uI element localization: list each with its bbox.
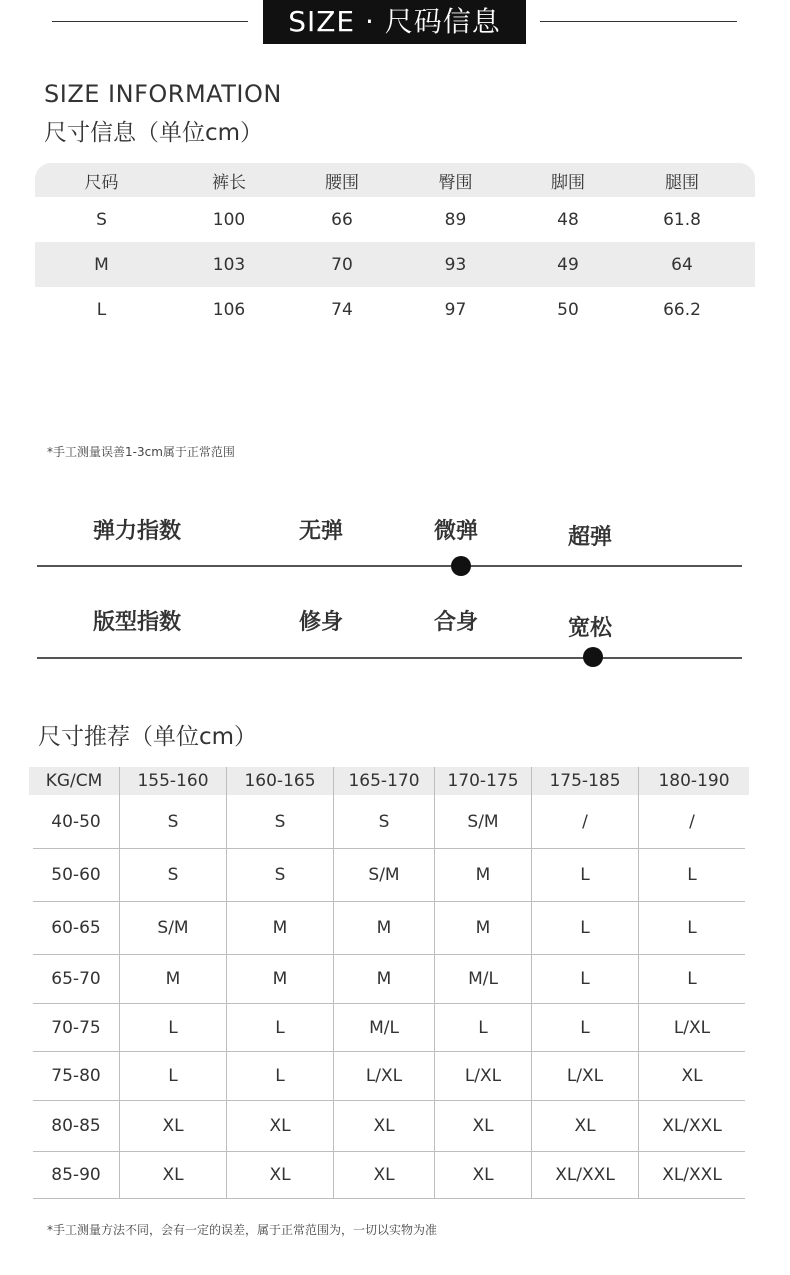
table-cell: 100 [212,209,246,230]
table-cell: S [96,209,107,230]
table-cell: 70 [331,254,353,275]
row-header-cell: 70-75 [33,1004,120,1051]
table-cell: S/M [334,849,435,901]
table-cell: XL [435,1152,532,1198]
table-cell: S [120,849,227,901]
table-cell: 48 [557,209,579,230]
table-cell: XL [334,1152,435,1198]
table-row [33,1101,745,1152]
elastic-index-marker [451,556,471,576]
column-header: 脚围 [551,172,585,193]
table-cell: M [334,955,435,1003]
fit-option-regular: 合身 [434,610,479,635]
table-cell: S [227,795,334,848]
table-cell: M/L [435,955,532,1003]
column-header: 170-175 [435,767,532,795]
table-cell: 103 [212,254,246,275]
table-cell: 66.2 [663,299,701,320]
fit-option-loose: 宽松 [568,616,613,641]
column-header: 165-170 [334,767,435,795]
table-cell: XL/XXL [662,1116,722,1136]
elastic-option-super: 超弹 [568,525,613,550]
table-cell: 61.8 [663,209,701,230]
size-info-table [35,163,755,332]
table-cell: 93 [444,254,467,275]
table-cell: S/M [435,795,532,848]
recommendation-title: 尺寸推荐（单位cm） [38,724,258,750]
column-header: 175-185 [532,767,639,795]
table-cell: XL [532,1101,639,1151]
header-left-rule [52,21,248,22]
table-row [33,1004,745,1052]
table-cell: XL/XXL [662,1165,722,1185]
table-cell: 50 [557,299,579,320]
size-info-title-cn: 尺寸信息（单位cm） [44,120,264,146]
table-row [33,795,745,849]
recommendation-table [29,767,749,1199]
table-cell: L/XL [673,1017,711,1038]
table-cell: M [227,955,334,1003]
table-cell: L [120,1004,227,1051]
table-cell: XL/XXL [532,1152,639,1198]
elastic-index-line [37,565,742,567]
size-info-title-en: SIZE INFORMATION [44,80,282,108]
table-cell: M [435,902,532,954]
table-row [35,242,755,287]
column-header: 臀围 [438,172,473,193]
column-header: 180-190 [658,771,730,791]
table-cell: L [435,1004,532,1051]
table-cell: XL [435,1101,532,1151]
column-header: KG/CM [29,767,120,795]
table-cell: M [435,849,532,901]
table-cell: L [532,955,639,1003]
table-cell: M/L [334,1004,435,1051]
row-header-cell: 85-90 [33,1152,120,1198]
row-header-cell: 80-85 [33,1101,120,1151]
column-header: 155-160 [120,767,227,795]
table-cell: S [227,849,334,901]
row-header-cell: 60-65 [33,902,120,954]
table-cell: S [334,795,435,848]
fit-index-line [37,657,742,659]
table-cell: M [120,955,227,1003]
table-row [33,902,745,955]
table-cell: 74 [331,299,353,320]
table-cell: L [96,299,107,320]
table-cell: L/XL [334,1052,435,1100]
row-header-cell: 75-80 [33,1052,120,1100]
elastic-index-label: 弹力指数 [93,519,182,544]
column-header: 腰围 [325,172,359,193]
table-cell: S [120,795,227,848]
table-header-row [35,163,755,197]
table-cell: 66 [331,209,353,230]
table-cell: 89 [444,209,467,230]
measurement-note: *手工测量误善1-3cm属于正常范围 [47,445,235,459]
section-banner: SIZE · 尺码信息 [263,0,526,44]
table-cell: L [120,1052,227,1100]
table-row [35,287,755,332]
column-header: 160-165 [227,767,334,795]
table-cell: M [227,902,334,954]
fit-index-label: 版型指数 [93,610,182,635]
table-cell: L/XL [532,1052,639,1100]
row-header-cell: 65-70 [33,955,120,1003]
table-cell: L [532,1004,639,1051]
table-cell: / [689,811,695,832]
table-header-row [29,767,749,795]
table-cell: L [227,1004,334,1051]
table-cell: XL [227,1101,334,1151]
table-cell: L [227,1052,334,1100]
table-cell: L [532,902,639,954]
table-cell: XL [334,1101,435,1151]
table-cell: M [334,902,435,954]
table-row [33,1052,745,1101]
row-header-cell: 50-60 [33,849,120,901]
table-row [35,197,755,242]
fit-option-slim: 修身 [299,610,344,635]
table-cell: L [687,969,697,989]
table-cell: L [687,918,697,938]
table-cell: S/M [120,902,227,954]
column-header: 腿围 [665,172,699,193]
table-row [33,849,745,902]
column-header: 裤长 [212,172,246,193]
table-cell: 106 [212,299,246,320]
column-header: 尺码 [84,172,119,193]
table-cell: / [532,795,639,848]
row-header-cell: 40-50 [33,795,120,848]
table-cell: XL [120,1101,227,1151]
table-cell: 97 [444,299,467,320]
table-row [33,955,745,1004]
header-right-rule [540,21,737,22]
table-cell: XL [120,1152,227,1198]
elastic-option-slight: 微弹 [434,519,479,544]
elastic-option-none: 无弹 [299,519,344,544]
recommendation-note: *手工测量方法不同，会有一定的误差，属于正常范围为，一切以实物为准 [47,1223,438,1237]
table-cell: XL [681,1066,703,1086]
table-row [33,1152,745,1199]
fit-index-marker [583,647,603,667]
table-cell: L [532,849,639,901]
table-cell: L/XL [435,1052,532,1100]
table-cell: XL [227,1152,334,1198]
table-cell: 49 [557,254,579,275]
table-cell: M [94,254,109,275]
table-cell: L [687,865,697,885]
table-cell: 64 [671,254,693,275]
